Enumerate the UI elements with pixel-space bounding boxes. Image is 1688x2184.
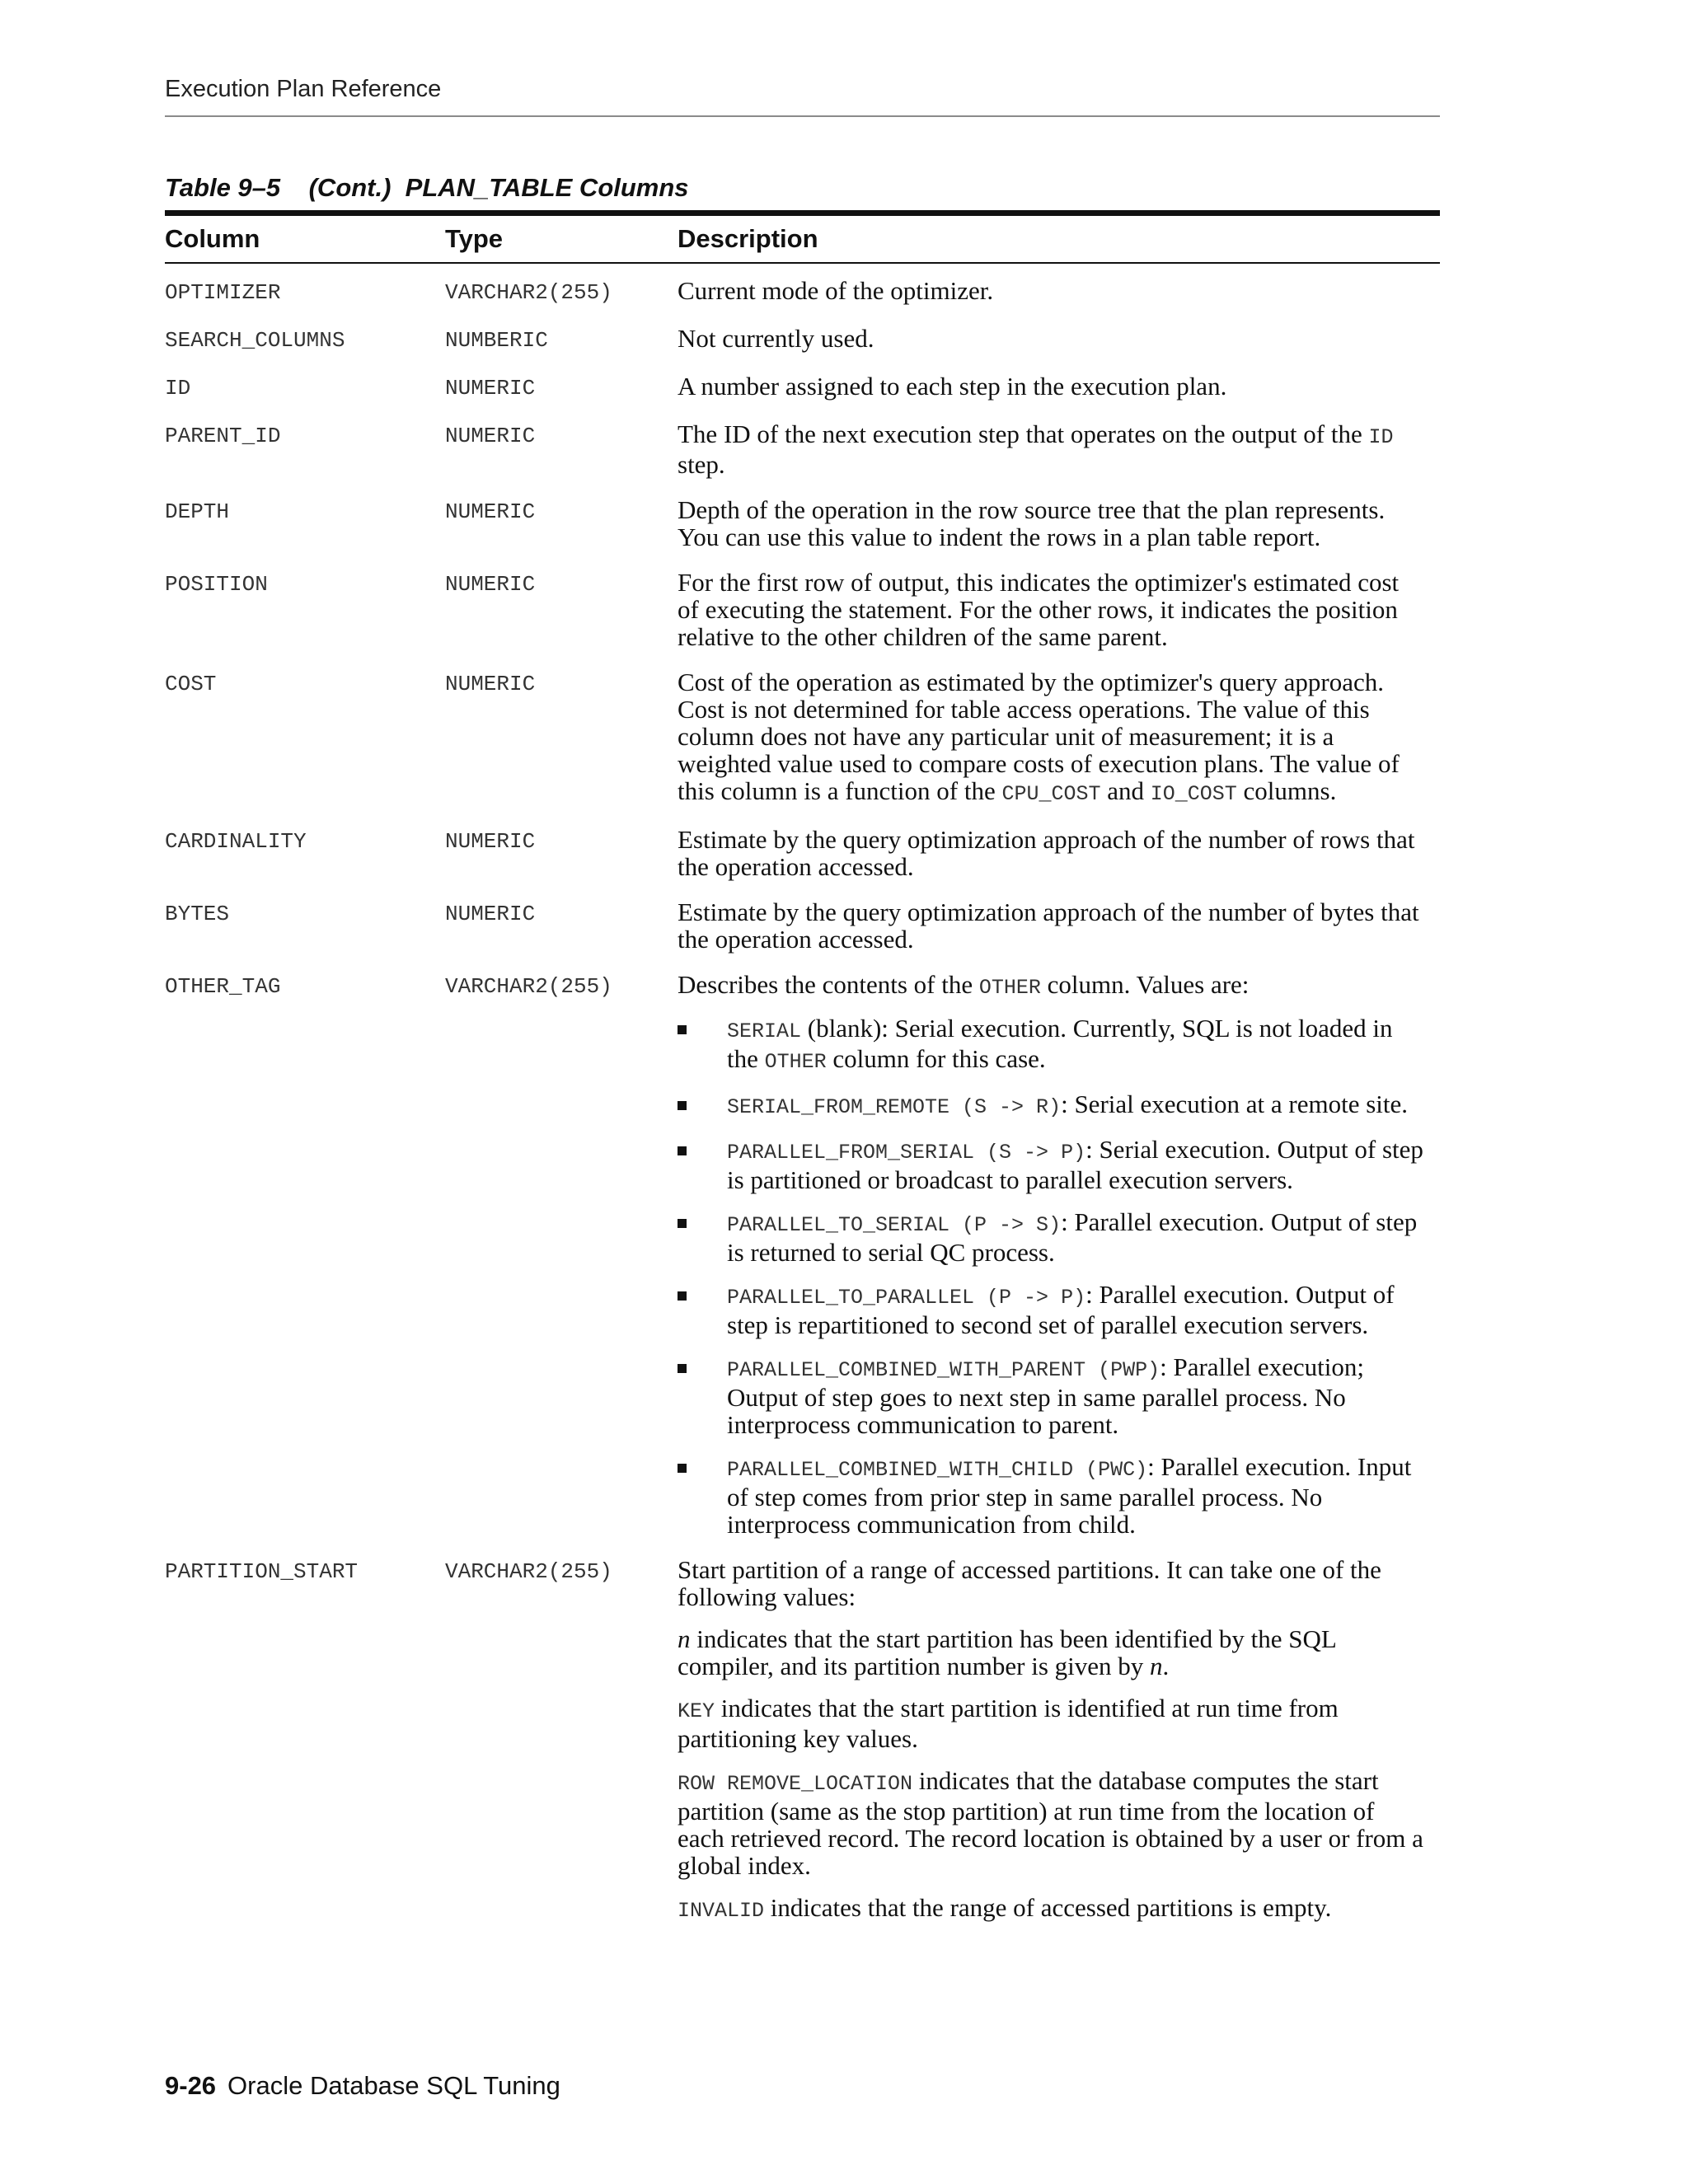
table-top-rule — [165, 210, 1440, 216]
square-bullet-icon — [678, 1101, 687, 1110]
description-paragraph — [678, 1694, 1423, 1752]
description-text: indicates that the start partition is identified at run time from partitioning key values. — [678, 1694, 1339, 1753]
description-text: and — [1100, 776, 1151, 805]
inline-code: PARALLEL_COMBINED_WITH_CHILD (PWC) — [727, 1458, 1148, 1482]
description-paragraph — [678, 1625, 1423, 1680]
cell-type: NUMERIC — [445, 572, 536, 597]
cell-column: POSITION — [165, 572, 268, 597]
inline-code: CPU_COST — [1001, 782, 1101, 806]
table-row — [165, 569, 1440, 650]
inline-code: PARALLEL_COMBINED_WITH_PARENT (PWP) — [727, 1358, 1160, 1382]
column-header-description: Description — [678, 224, 818, 253]
cell-type: VARCHAR2(255) — [445, 1559, 612, 1584]
inline-code: PARALLEL_TO_PARALLEL (P -> P) — [727, 1286, 1086, 1310]
cell-description: Current mode of the optimizer. — [678, 276, 994, 305]
table-row — [165, 971, 1440, 1538]
cell-column: OPTIMIZER — [165, 280, 281, 305]
cell-description: Estimate by the query optimization approach of the number of bytes that the operation accessed. — [678, 898, 1419, 954]
description-paragraph: Start partition of a range of accessed partitions. It can take one of the following values: — [678, 1555, 1381, 1611]
description-paragraph — [678, 1767, 1423, 1879]
description-intro — [678, 971, 1423, 1001]
cell-type: NUMERIC — [445, 499, 536, 524]
list-item-text: : Parallel execution. Output of step is repartitioned to second set of parallel execution servers. — [727, 1280, 1395, 1339]
inline-code: PARALLEL_TO_SERIAL (P -> S) — [727, 1213, 1062, 1237]
inline-code: OTHER — [978, 976, 1041, 1000]
cell-column: COST — [165, 672, 217, 696]
header-divider — [165, 115, 1440, 117]
cell-column: OTHER_TAG — [165, 974, 281, 999]
inline-code: ROW REMOVE_LOCATION — [678, 1772, 913, 1796]
description-text: step. — [678, 450, 725, 479]
inline-code: ID — [1368, 425, 1394, 449]
cell-description: A number assigned to each step in the execution plan. — [678, 372, 1227, 401]
inline-code: IO_COST — [1150, 782, 1237, 806]
bullet-list — [678, 1015, 1423, 1538]
list-item — [678, 1136, 1423, 1193]
italic-variable: n — [678, 1624, 691, 1653]
list-item — [678, 1208, 1423, 1266]
description-text: . — [1162, 1652, 1170, 1680]
square-bullet-icon — [678, 1146, 687, 1155]
cell-description: Estimate by the query optimization approach of the number of rows that the operation accessed. — [678, 825, 1415, 881]
description-text: column. Values are: — [1040, 970, 1250, 999]
table-caption: Table 9–5 (Cont.) PLAN_TABLE Columns — [165, 173, 689, 202]
cell-column: CARDINALITY — [165, 829, 307, 854]
cell-column: SEARCH_COLUMNS — [165, 328, 345, 353]
cell-type: VARCHAR2(255) — [445, 280, 612, 305]
list-item — [678, 1090, 1423, 1121]
inline-code: INVALID — [678, 1899, 765, 1923]
square-bullet-icon — [678, 1219, 687, 1228]
description-text: The ID of the next execution step that operates on the output of the — [678, 419, 1369, 448]
cell-type: NUMERIC — [445, 376, 536, 401]
book-title: Oracle Database SQL Tuning — [227, 2071, 560, 2100]
italic-variable: n — [1150, 1652, 1163, 1680]
cell-column: DEPTH — [165, 499, 230, 524]
table-row — [165, 277, 1440, 307]
cell-column: PARTITION_START — [165, 1559, 359, 1584]
list-item-text: : Serial execution. Output of step is partitioned or broadcast to parallel execution servers. — [727, 1135, 1423, 1194]
description-text: indicates that the database computes the start partition (same as the stop partition) at run time from the location of each retrieved record. The record location is obtained by a user or from a global index. — [678, 1766, 1423, 1880]
cell-column: PARENT_ID — [165, 424, 281, 448]
square-bullet-icon — [678, 1364, 687, 1373]
cell-type: NUMERIC — [445, 902, 536, 926]
cell-description: For the first row of output, this indicates the optimizer's estimated cost of executing the statement. For the other rows, it indicates the position relative to the other children of the same parent. — [678, 568, 1400, 651]
table-body — [165, 264, 1440, 1924]
cell-description — [678, 1556, 1440, 1924]
cell-description — [678, 668, 1440, 808]
plan-table — [165, 210, 1440, 1943]
list-item — [678, 1281, 1423, 1338]
square-bullet-icon — [678, 1464, 687, 1473]
list-item-text: : Parallel execution. Input of step comes from prior step in same parallel process. No interprocess communication from child. — [727, 1452, 1412, 1539]
cell-type: NUMERIC — [445, 829, 536, 854]
list-item-text: column for this case. — [826, 1044, 1046, 1073]
inline-code: SERIAL_FROM_REMOTE (S -> R) — [727, 1095, 1062, 1119]
table-row — [165, 325, 1440, 354]
list-item — [678, 1453, 1423, 1538]
cell-type: VARCHAR2(255) — [445, 974, 612, 999]
page-footer — [165, 2071, 560, 2101]
table-row — [165, 826, 1440, 880]
list-item-text: (blank): Serial execution. Currently, SQL is not loaded in the — [727, 1014, 1393, 1073]
cell-description: Depth of the operation in the row source tree that the plan represents. You can use this value to indent the rows in a plan table report. — [678, 495, 1386, 551]
list-item-text: : Parallel execution. Output of step is returned to serial QC process. — [727, 1207, 1418, 1267]
column-header-column: Column — [165, 224, 260, 253]
list-item-text: : Parallel execution; Output of step goes to next step in same parallel process. No interprocess communication to parent. — [727, 1352, 1365, 1439]
list-item — [678, 1353, 1423, 1438]
square-bullet-icon — [678, 1291, 687, 1301]
description-text: Cost of the operation as estimated by the optimizer's query approach. Cost is not determined for table access operations. The value of this column does not have any particular unit of measurement; it is a weighted value used to compare costs of execution plans. The value of this column is a function of the — [678, 668, 1400, 805]
cell-type: NUMERIC — [445, 424, 536, 448]
description-text: indicates that the range of accessed partitions is empty. — [764, 1893, 1332, 1922]
page-number: 9-26 — [165, 2071, 217, 2100]
inline-code: SERIAL — [727, 1019, 802, 1043]
cell-type: NUMBERIC — [445, 328, 548, 353]
table-header-row — [165, 216, 1440, 264]
description-paragraph — [678, 1894, 1423, 1924]
table-row — [165, 1556, 1440, 1924]
inline-code: KEY — [678, 1699, 715, 1723]
cell-description — [678, 420, 1440, 478]
list-item — [678, 1015, 1423, 1076]
table-row — [165, 496, 1440, 551]
table-row — [165, 898, 1440, 953]
square-bullet-icon — [678, 1025, 687, 1034]
cell-description — [678, 971, 1440, 1538]
cell-column: ID — [165, 376, 191, 401]
table-row — [165, 420, 1440, 478]
table-row — [165, 668, 1440, 808]
cell-description: Not currently used. — [678, 324, 874, 353]
cell-column: BYTES — [165, 902, 230, 926]
inline-code: PARALLEL_FROM_SERIAL (S -> P) — [727, 1141, 1086, 1165]
column-header-type: Type — [445, 224, 504, 253]
inline-code: OTHER — [764, 1050, 827, 1074]
description-text: Describes the contents of the — [678, 970, 979, 999]
running-header: Execution Plan Reference — [165, 76, 442, 102]
cell-type: NUMERIC — [445, 672, 536, 696]
description-text: indicates that the start partition has been identified by the SQL compiler, and its partition number is given by — [678, 1624, 1336, 1680]
table-row — [165, 373, 1440, 402]
list-item-text: : Serial execution at a remote site. — [1061, 1090, 1408, 1118]
description-text: columns. — [1236, 776, 1337, 805]
